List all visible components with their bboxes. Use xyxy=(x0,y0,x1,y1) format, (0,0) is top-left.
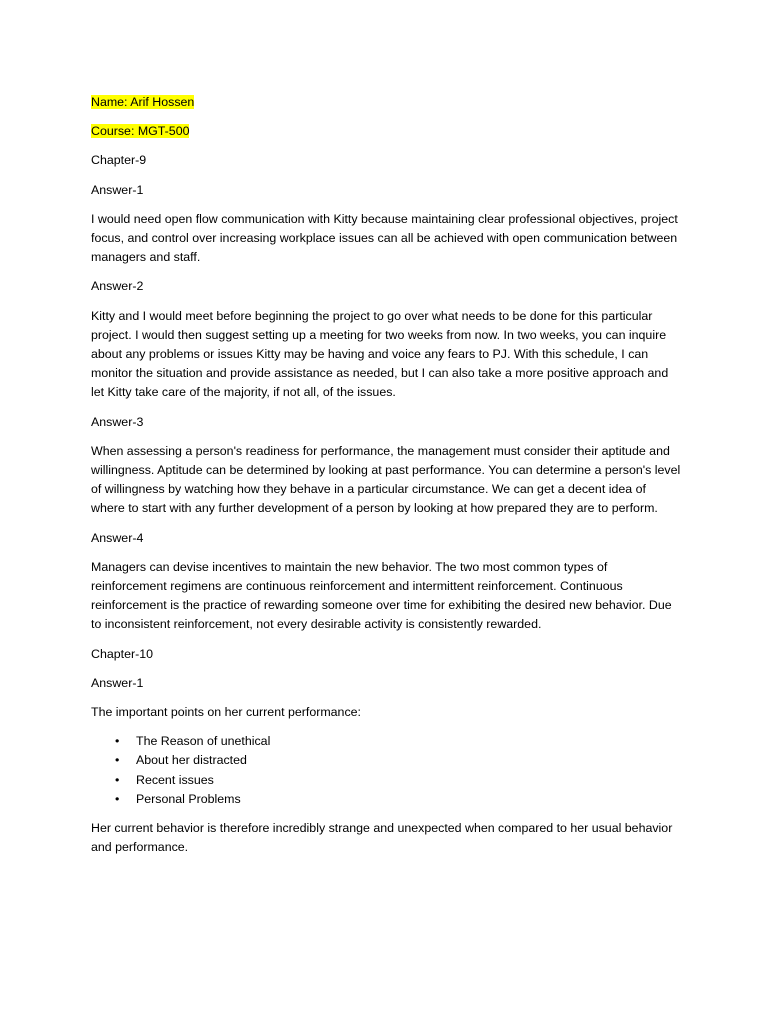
course-code: Course: MGT-500 xyxy=(91,124,190,139)
bullet-icon: • xyxy=(115,753,120,768)
answer-text: Kitty and I would meet before beginning the project to go over what needs to be done for this particular project. I would then suggest setting up a meeting for two weeks from now. In two weeks, you can inquire about any problems or issues Kitty may be having and voice any fears to PJ. With this schedule, I can monitor the situation and provide assistance as needed, but I can also take a more positive approach and let Kitty take care of the majority, if not all, of the issues. xyxy=(91,308,669,400)
conclusion-text: Her current behavior is therefore incredibly strange and unexpected when compared to her usual behavior and performance. xyxy=(91,821,673,855)
answer-text: When assessing a person's readiness for performance, the management must consider their aptitude and willingness. Aptitude can be determined by looking at past performance. You can determine a person's level of willingness by watching how they behave in a particular circumstance. We can get a decent idea of where to start with any further development of a person by looking at how prepared they are to perform. xyxy=(91,443,681,516)
list-item xyxy=(91,732,683,751)
answer-intro-text: The important points on her current performance: xyxy=(91,705,361,720)
bullet-list xyxy=(91,732,683,809)
answer-heading: Answer-3 xyxy=(91,414,144,429)
list-item xyxy=(91,751,683,770)
bullet-icon: • xyxy=(115,772,120,787)
list-item-text: Personal Problems xyxy=(136,791,241,806)
list-item-text: Recent issues xyxy=(136,772,214,787)
bullet-icon: • xyxy=(115,791,120,806)
chapter-9-heading: Chapter-9 xyxy=(91,153,147,168)
list-item-text: The Reason of unethical xyxy=(136,734,271,749)
answer-heading: Answer-1 xyxy=(91,675,144,690)
answer-heading: Answer-1 xyxy=(91,182,144,197)
answer-text: I would need open flow communication with Kitty because maintaining clear professional objectives, project focus, and control over increasing workplace issues can all be achieved with open communication between managers and staff. xyxy=(91,211,678,265)
document-page xyxy=(91,93,683,868)
answer-heading: Answer-2 xyxy=(91,279,144,294)
list-item xyxy=(91,771,683,790)
answer-text: Managers can devise incentives to maintain the new behavior. The two most common types of reinforcement regimens are continuous reinforcement and intermittent reinforcement. Continuous reinforcement is the practice of rewarding someone over time for exhibiting the desired new behavior. Due to inconsistent reinforcement, not every desirable activity is consistently rewarded. xyxy=(91,559,672,632)
list-item xyxy=(91,790,683,809)
chapter-10-heading: Chapter-10 xyxy=(91,646,153,661)
answer-heading: Answer-4 xyxy=(91,530,144,545)
list-item-text: About her distracted xyxy=(136,753,247,768)
student-name: Name: Arif Hossen xyxy=(91,95,195,109)
bullet-icon: • xyxy=(115,734,120,749)
